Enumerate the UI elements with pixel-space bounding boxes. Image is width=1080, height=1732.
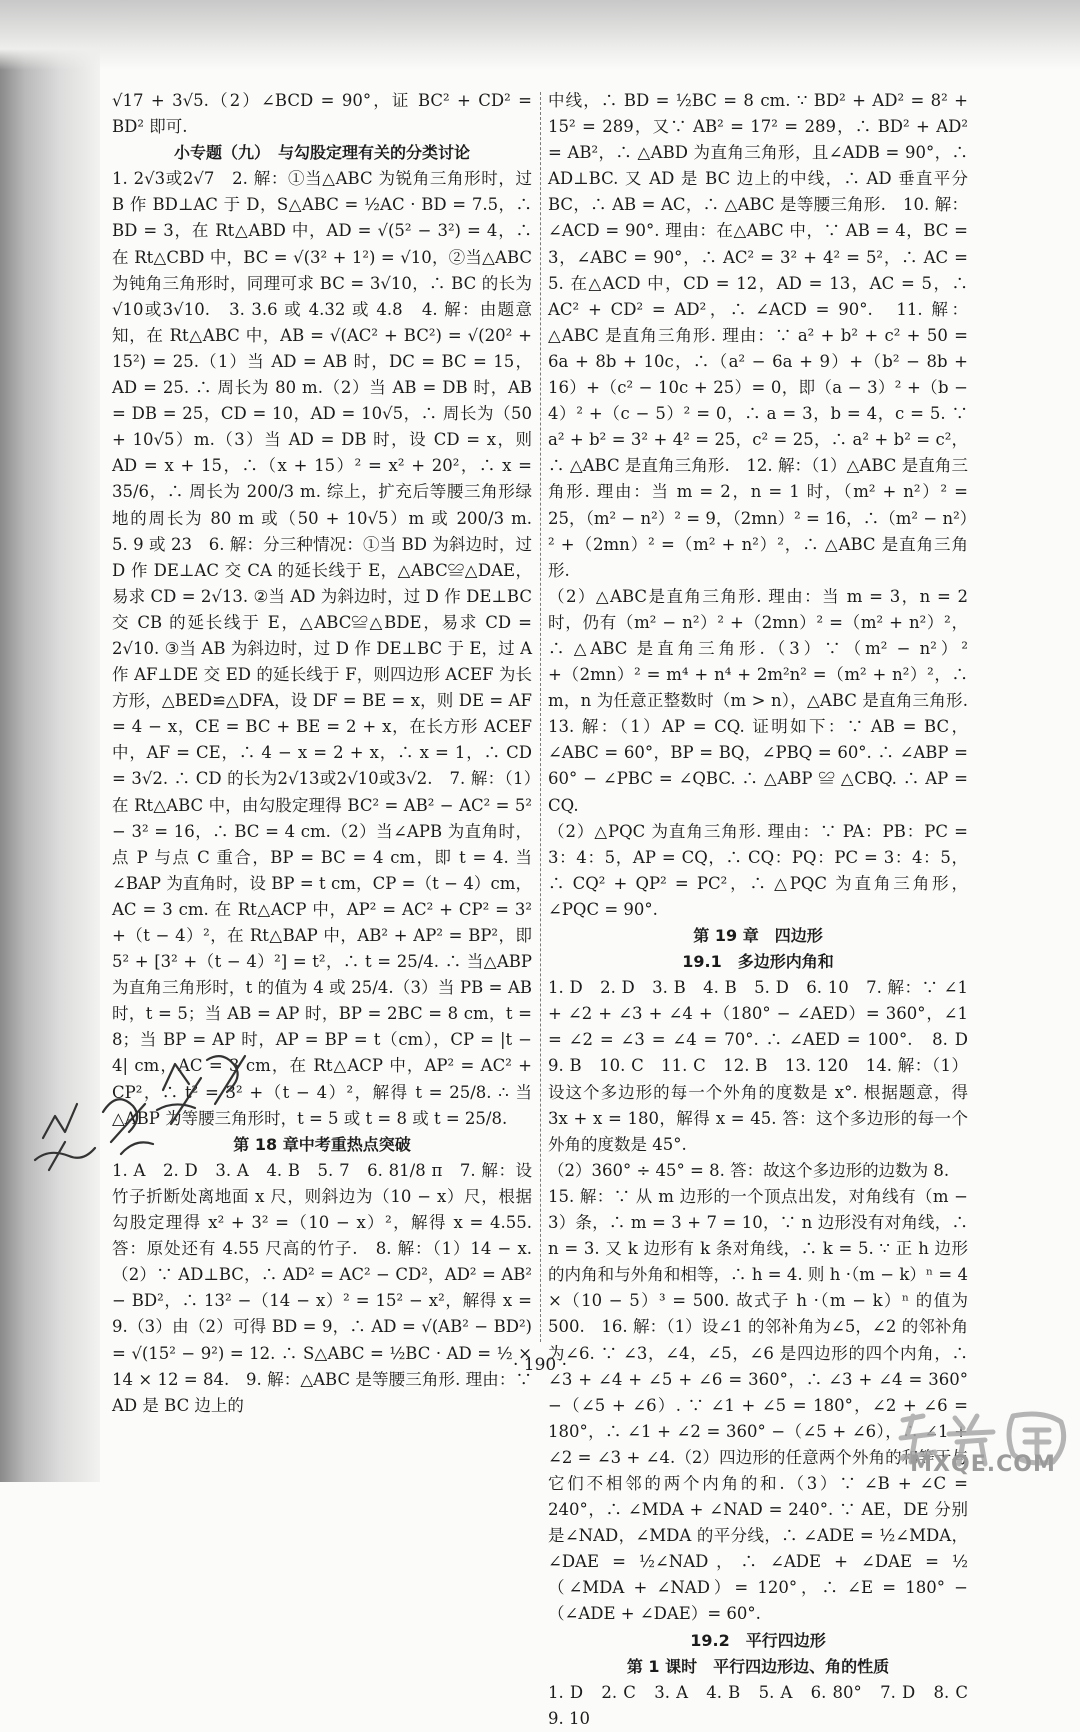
right-answers-cont: 中线，∴ BD = ½BC = 8 cm. ∵ BD² + AD² = 8² + 15² = 289，又∵ AB² = 17² = 289，∴ BD² + AD² = AB²，∴ △ABD 为直角三角形，且∠ADB = 90°，∴ AD⊥BC. 又 AD 是 BC 边上的中线，∴ AD 垂直平分 BC，∴ AB = AC，∴ △ABC 是等腰三角形. 10. 解：∠ACD = 90°. 理由：在△ABC 中，∵ AB = 4，BC = 3，∠ABC = 90°，∴ AC² = 3² + 4² = 5²，∴ AC = 5. 在△ACD 中，CD = 12，AD = 13，AC = 5，∴ AC² + CD² = AD²，∴ ∠ACD = 90°. 11. 解：△ABC 是直角三角形. 理由：∵ a² + b² + c² + 50 = 6a + 8b + 10c，∴（a² − 6a + 9）+（b² − 8b + 16）+（c² − 10c + 25）= 0，即（a − 3）² +（b − 4）² +（c − 5）² = 0，∴ a = 3，b = 4，c = 5. ∵ a² + b² = 3² + 4² = 25，c² = 25，∴ a² + b² = c²，∴ △ABC 是直角三角形. 12. 解：（1）△ABC 是直角三角形. 理由：当 m = 2，n = 1 时，（m² + n²）² = 25，（m² − n²）² = 9，（2mn）² = 16，∴（m² − n²）² +（2mn）² =（m² + n²）²，∴ △ABC 是直角三角形.	[548, 91, 968, 580]
handwritten-signature	[25, 1020, 255, 1180]
lesson-heading-19-2-1: 第 1 课时 平行四边形边、角的性质	[626, 1656, 890, 1676]
right-answers-19-1: 1. D 2. D 3. B 4. B 5. D 6. 10 7. 解：∵ ∠1 + ∠2 + ∠3 + ∠4 +（180° − ∠AED）= 360°，∠1 = ∠2 = ∠3 = ∠4 = 70°. ∴ ∠AED = 100°. 8. D 9. B 10. C 11. C 12. B 13. 120 14. 解：（1）设这个多边形的每一个外角的度数是 x°. 根据题意，得 3x + x = 180，解得 x = 45. 答：这个多边形的每一个外角的度数是 45°.	[548, 978, 985, 1154]
section-heading-19-1: 19.1 多边形内角和	[682, 952, 834, 972]
left-line-0: √17 + 3√5.（2）∠BCD = 90°，证 BC² + CD² = BD² 即可.	[112, 91, 532, 137]
column-divider	[540, 92, 541, 1342]
section-heading-19-2: 19.2 平行四边形	[690, 1630, 826, 1650]
chapter-heading-19: 第 19 章 四边形	[693, 926, 823, 945]
watermark-url: MXQE.COM	[910, 1452, 1056, 1477]
right-answers-12-2: （2）△ABC是直角三角形. 理由：当 m = 3，n = 2 时，仍有（m² − n²）² +（2mn）² =（m² + n²）²，∴ △ABC 是直角三角形.（3）∵（m² − n²）² +（2mn）² = m⁴ + n⁴ + 2m²n² =（m² + n²）²，∴ m，n 为任意正整数时（m > n），△ABC 是直角三角形. 13. 解：（1）AP = CQ. 证明如下：∵ AB = BC，∠ABC = 60°，BP = BQ，∠PBQ = 60°. ∴ ∠ABP = 60° − ∠PBC = ∠QBC. ∴ △ABP ≌ △CBQ. ∴ AP = CQ.	[548, 586, 985, 815]
right-answers-19-2: 1. D 2. C 3. A 4. B 5. A 6. 80° 7. D 8. C 9. 10	[548, 1682, 985, 1728]
section-heading-topic9: 小专题（九） 与勾股定理有关的分类讨论	[173, 143, 470, 163]
right-answers-13-2: （2）△PQC 为直角三角形. 理由：∵ PA：PB：PC = 3：4：5，AP = CQ，∴ CQ：PQ：PC = 3：4：5，∴ CQ² + QP² = PC²，∴ △PQC 为直角三角形，∠PQC = 90°.	[548, 821, 968, 919]
page-shadow-top	[0, 0, 1080, 70]
right-answers-15-16: 15. 解：∵ 从 m 边形的一个顶点出发，对角线有（m − 3）条，∴ m = 3 + 7 = 10，∵ n 边形没有对角线，∴ n = 3. 又 k 边形有 k 条对角线，∴ k = 5. ∵ 正 h 边形的内角和与外角和相等，∴ h = 4. 则 h ·（m − k）ⁿ = 4 ×（10 − 5）³ = 500. 故式子 h ·（m − k）ⁿ 的值为 500. 16. 解：（1）设∠1 的邻补角为∠5，∠2 的邻补角为∠6. ∵ ∠3，∠4，∠5，∠6 是四边形的四个内角，∴ ∠3 + ∠4 + ∠5 + ∠6 = 360°，∴ ∠3 + ∠4 = 360° −（∠5 + ∠6）. ∵ ∠1 + ∠5 = 180°，∠2 + ∠6 = 180°，∴ ∠1 + ∠2 = 360° −（∠5 + ∠6），∴ ∠1 + ∠2 = ∠3 + ∠4.（2）四边形的任意两个外角的和等于与它们不相邻的两个内角的和.（3）∵ ∠B + ∠C = 240°，∴ ∠MDA + ∠NAD = 240°. ∵ AE，DE 分别是∠NAD，∠MDA 的平分线，∴ ∠ADE = ½∠MDA，∠DAE = ½∠NAD，∴ ∠ADE + ∠DAE = ½（∠MDA + ∠NAD）= 120°，∴ ∠E = 180° −（∠ADE + ∠DAE）= 60°.	[548, 1186, 968, 1624]
left-answers-ch18: 1. A 2. D 3. A 4. B 5. 7 6. 81/8 π 7. 解：设竹子折断处离地面 x 尺，则斜边为（10 − x）尺，根据勾股定理得 x² + 3² =（10 − x）²，解得 x = 4.55. 答：原处还有 4.55 尺高的竹子. 8. 解：（1）14 − x.（2）∵ AD⊥BC，∴ AD² = AC² − CD²，AD² = AB² − BD²，∴ 13² −（14 − x）² = 15² − x²，解得 x = 9.（3）由（2）可得 BD = 9，∴ AD = √(AB² − BD²) = √(15² − 9²) = 12. ∴ S△ABC = ½BC · AD = ½ × 14 × 12 = 84. 9. 解：△ABC 是等腰三角形. 理由：∵ AD 是 BC 边上的	[112, 1160, 532, 1415]
page-shadow-left	[0, 0, 100, 1482]
section-heading-ch18-review: 第 18 章中考重热点突破	[233, 1134, 411, 1154]
left-answers-topic9: 1. 2√3或2√7 2. 解：①当△ABC 为锐角三角形时，过 B 作 BD⊥AC 于 D，S△ABC = ½AC · BD = 7.5，∴ BD = 3，在 Rt△ABD 中，AD = √(5² − 3²) = 4，∴ 在 Rt△CBD 中，BC = √(3² + 1²) = √10，②当△ABC 为钝角三角形时，同理可求 BC = 3√10，∴ BC 的长为√10或3√10. 3. 3.6 或 4.32 或 4.8 4. 解：由题意知，在 Rt△ABC 中，AB = √(AC² + BC²) = √(20² + 15²) = 25.（1）当 AD = AB 时，DC = BC = 15，AD = 25. ∴ 周长为 80 m.（2）当 AB = DB 时，AB = DB = 25，CD = 10，AD = 10√5，∴ 周长为（50 + 10√5）m.（3）当 AD = DB 时，设 CD = x，则 AD = x + 15，∴（x + 15）² = x² + 20²，∴ x = 35/6，∴ 周长为 200/3 m. 综上，扩充后等腰三角形绿地的周长为 80 m 或（50 + 10√5）m 或 200/3 m. 5. 9 或 23 6. 解：分三种情况：①当 BD 为斜边时，过 D 作 DE⊥AC 交 CA 的延长线于 E，△ABC≌△DAE，易求 CD = 2√13. ②当 AD 为斜边时，过 D 作 DE⊥BC 交 CB 的延长线于 E，△ABC≌△BDE，易求 CD = 2√10. ③当 AB 为斜边时，过 D 作 DE⊥BC 于 E，过 A 作 AF⊥DE 交 ED 的延长线于 F，则四边形 ACEF 为长方形，△BED≌△DFA，设 DF = BE = x，则 DE = AF = 4 − x，CE = BC + BE = 2 + x，在长方形 ACEF 中，AF = CE，∴ 4 − x = 2 + x，∴ x = 1，∴ CD = 3√2. ∴ CD 的长为2√13或2√10或3√2. 7. 解：（1）在 Rt△ABC 中，由勾股定理得 BC² = AB² − AC² = 5² − 3² = 16，∴ BC = 4 cm.（2）当∠APB 为直角时，点 P 与点 C 重合，BP = BC = 4 cm，即 t = 4. 当∠BAP 为直角时，设 BP = t cm，CP =（t − 4）cm，AC = 3 cm. 在 Rt△ACP 中，AP² = AC² + CP² = 3² +（t − 4）²，在 Rt△BAP 中，AB² + AP² = BP²，即 5² + [3² +（t − 4）²] = t²，∴ t = 25/4. ∴ 当△ABP 为直角三角形时，t 的值为 4 或 25/4.（3）当 PB = AB 时，t = 5；当 AB = AP 时，BP = 2BC = 8 cm，t = 8；当 BP = AP 时，AP = BP = t（cm），CP = |t − 4| cm，AC = 3 cm，在 Rt△ACP 中，AP² = AC² + CP²，∴ t² = 3² +（t − 4）²，解得 t = 25/8. ∴ 当△ABP 为等腰三角形时，t = 5 或 t = 8 或 t = 25/8.	[112, 169, 549, 1128]
page-number: · 190 ·	[512, 1355, 568, 1375]
right-answers-14-2: （2）360° ÷ 45° = 8. 答：故这个多边形的边数为 8.	[548, 1160, 950, 1180]
